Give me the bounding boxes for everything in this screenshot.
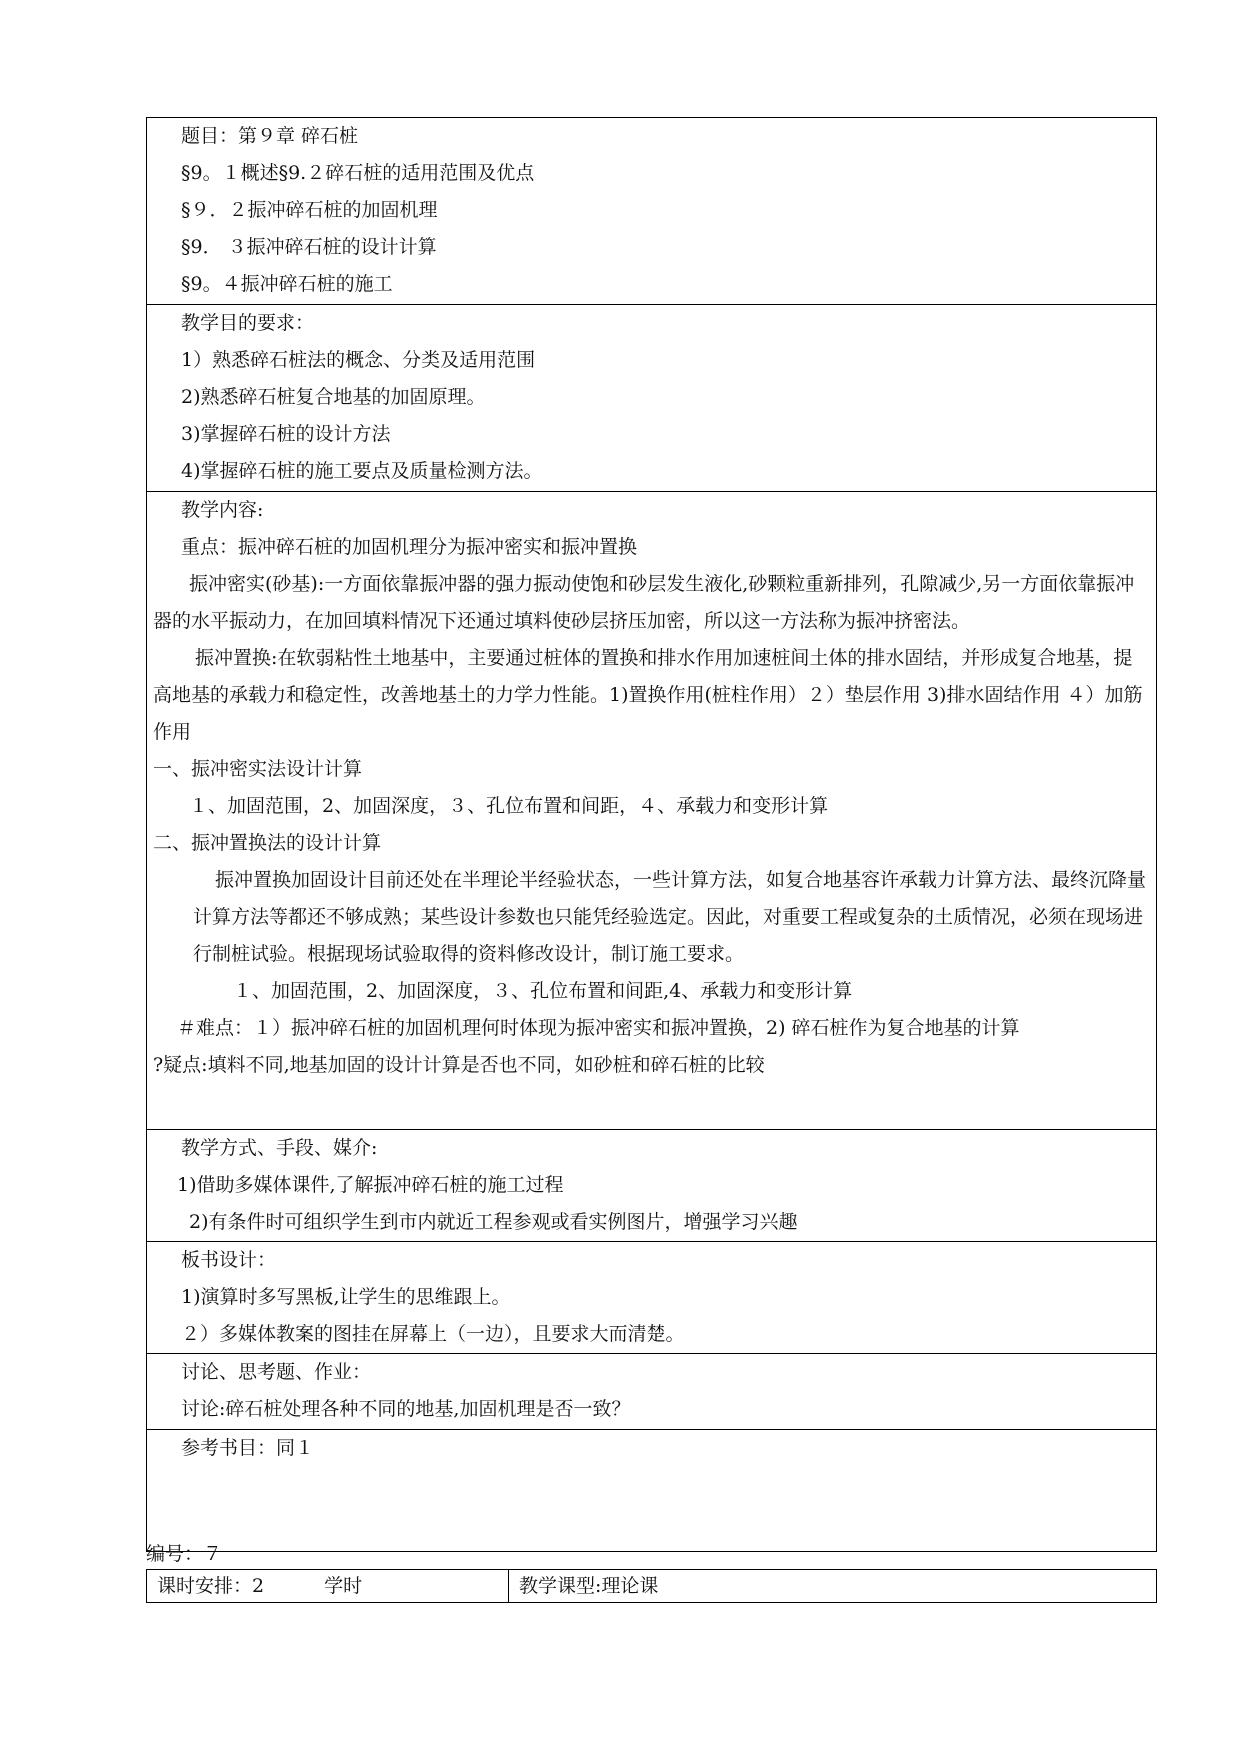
topic-item: §9． ３振冲碎石桩的设计计算 — [181, 236, 437, 258]
lesson-type-cell — [509, 1570, 1156, 1602]
objectives-cell — [147, 305, 1156, 492]
difficulty-point: ＃难点：１）振冲碎石桩的加固机理何时体现为振冲密实和振冲置换，2) 碎石桩作为复合地基的计算 — [177, 1017, 1020, 1039]
method-item: 1)借助多媒体课件,了解振冲碎石桩的施工过程 — [177, 1174, 564, 1196]
hours-unit: 学时 — [324, 1575, 363, 1597]
lesson-type: 教学课型:理论课 — [519, 1575, 659, 1597]
board-item: 1)演算时多写黑板,让学生的思维跟上。 — [181, 1286, 511, 1308]
topic-title: 题目：第９章 碎石桩 — [181, 125, 359, 147]
objective-item: 1）熟悉碎石桩法的概念、分类及适用范围 — [181, 349, 536, 371]
lesson-plan-table — [146, 117, 1157, 1552]
topic-item: §9。１概述§9.２碎石桩的适用范围及优点 — [181, 162, 535, 184]
methods-cell — [147, 1130, 1156, 1242]
content-cell — [147, 492, 1156, 1130]
topic-item: §９．２振冲碎石桩的加固机理 — [181, 199, 438, 221]
section1-title: 一、振冲密实法设计计算 — [153, 758, 363, 780]
objectives-heading: 教学目的要求： — [181, 312, 315, 334]
objective-item: 3)掌握碎石桩的设计方法 — [181, 423, 391, 445]
content-heading: 教学内容: — [181, 499, 264, 521]
section1-items: １、加固范围，2、加固深度，３、孔位布置和间距，４、承载力和变形计算 — [189, 795, 829, 817]
references-cell — [147, 1430, 1156, 1551]
next-lesson-header — [146, 1569, 1157, 1603]
board-cell — [147, 1242, 1156, 1354]
discussion-heading: 讨论、思考题、作业： — [181, 1361, 372, 1383]
objective-item: 2)熟悉碎石桩复合地基的加固原理。 — [181, 386, 486, 408]
methods-heading: 教学方式、手段、媒介: — [181, 1137, 378, 1159]
references-text: 参考书目：同１ — [181, 1437, 315, 1459]
objective-item: 4)掌握碎石桩的施工要点及质量检测方法。 — [181, 460, 543, 482]
vibro-densification-paragraph: 振冲密实(砂基):一方面依靠振冲器的强力振动使饱和砂层发生液化,砂颗粒重新排列，孔隙减少,另一方面依靠振冲器的水平振动力，在加回填料情况下还通过填料使砂层挤压加密，所以这一方法称为振冲挤密法。 — [153, 573, 1135, 632]
question-point: ?疑点:填料不同,地基加固的设计计算是否也不同，如砂桩和碎石桩的比较 — [153, 1054, 765, 1076]
board-heading: 板书设计： — [181, 1249, 277, 1271]
section2-block — [153, 862, 1150, 1010]
serial-number: 编号：７ — [146, 1543, 223, 1565]
discussion-item: 讨论:碎石桩处理各种不同的地基,加固机理是否一致？ — [181, 1398, 631, 1420]
hours-cell — [147, 1570, 509, 1602]
vibro-replacement-paragraph: 振冲置换:在软弱粘性土地基中，主要通过桩体的置换和排水作用加速桩间土体的排水固结，并形成复合地基，提高地基的承载力和稳定性，改善地基土的力学力性能。1)置换作用(桩柱作用）２）垫层作用 3)排水固结作用 ４）加筋作用 — [153, 647, 1143, 743]
section2-paragraph: 振冲置换加固设计目前还处在半理论半经验状态，一些计算方法，如复合地基容许承载力计算方法、最终沉降量计算方法等都还不够成熟；某些设计参数也只能凭经验选定。因此，对重要工程或复杂的土质情况，必须在现场进行制桩试验。根据现场试验取得的资料修改设计，制订施工要求。 — [193, 869, 1147, 965]
method-item: 2)有条件时可组织学生到市内就近工程参观或看实例图片，增强学习兴趣 — [189, 1211, 798, 1233]
board-item: ２）多媒体教案的图挂在屏幕上（一边），且要求大而清楚。 — [181, 1323, 685, 1345]
hours-label: 课时安排：2 — [157, 1575, 265, 1597]
discussion-cell — [147, 1354, 1156, 1430]
topic-cell — [147, 118, 1156, 305]
key-point: 重点：振冲碎石桩的加固机理分为振冲密实和振冲置换 — [181, 536, 638, 558]
section2-title: 二、振冲置换法的设计计算 — [153, 832, 382, 854]
section2-items: １、加固范围，2、加固深度，３、孔位布置和间距,4、承载力和变形计算 — [233, 980, 853, 1002]
topic-item: §9。４振冲碎石桩的施工 — [181, 273, 393, 295]
